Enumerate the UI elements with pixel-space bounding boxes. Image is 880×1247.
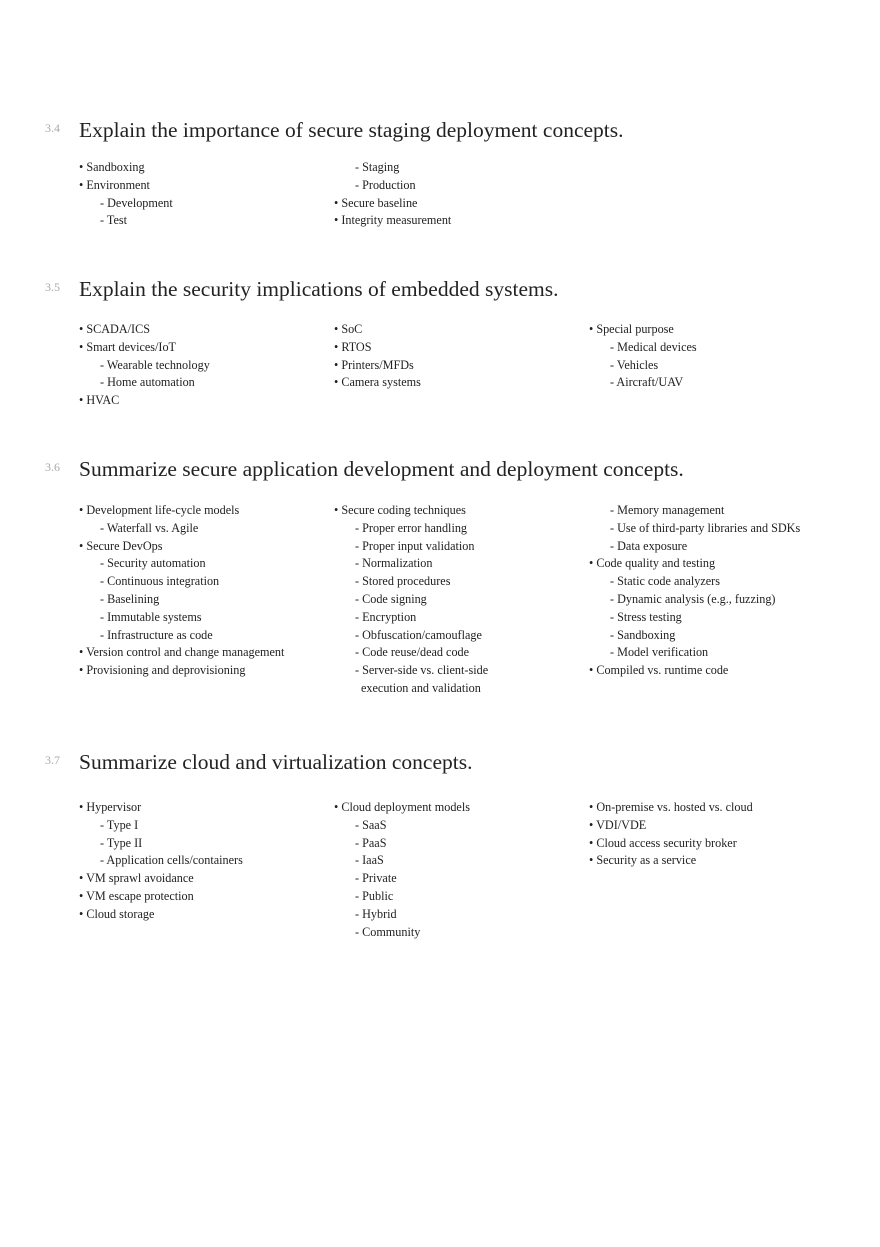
bullet-item: • HVAC xyxy=(79,393,120,408)
section-number: 3.6 xyxy=(45,460,60,474)
section-title: Summarize secure application development and deployment concepts. xyxy=(79,457,684,481)
sub-item: - IaaS xyxy=(355,853,384,868)
sub-item: - Type II xyxy=(100,835,143,850)
sub-item: - Development xyxy=(100,195,173,210)
sub-item: - Code reuse/dead code xyxy=(355,645,470,660)
bullet-item: • VM sprawl avoidance xyxy=(79,871,194,886)
section-title: Summarize cloud and virtualization concepts. xyxy=(79,750,473,774)
column-3 xyxy=(589,799,753,870)
sub-item: - Proper input validation xyxy=(355,538,475,553)
bullet-item: • Compiled vs. runtime code xyxy=(589,663,729,678)
sub-item: - Server-side vs. client-side xyxy=(355,663,489,678)
bullet-item: • SoC xyxy=(334,322,363,336)
bullet-item: • Environment xyxy=(79,177,150,192)
sub-item: - Staging xyxy=(355,160,400,174)
bullet-item: • Cloud storage xyxy=(79,906,155,921)
bullet-item: • Cloud access security broker xyxy=(589,835,737,850)
sub-item: - Test xyxy=(100,213,128,228)
bullet-item: • Security as a service xyxy=(589,853,697,868)
sub-item: - Code signing xyxy=(355,591,427,606)
sub-item: - Use of third-party libraries and SDKs xyxy=(610,520,801,535)
bullet-item: • Special purpose xyxy=(589,322,674,336)
bullet-item: • Code quality and testing xyxy=(589,556,716,571)
sub-item: - Production xyxy=(355,177,416,192)
section-number: 3.4 xyxy=(45,121,60,135)
bullet-item: • VDI/VDE xyxy=(589,817,647,832)
bullet-item: • Printers/MFDs xyxy=(334,357,414,372)
sub-item: - Home automation xyxy=(100,375,195,390)
section-title: Explain the importance of secure staging deployment concepts. xyxy=(79,118,624,142)
bullet-item: • Secure baseline xyxy=(334,195,418,210)
bullet-item: • Camera systems xyxy=(334,375,421,390)
column-2 xyxy=(334,321,421,392)
column-3 xyxy=(589,321,697,392)
sub-item: - Dynamic analysis (e.g., fuzzing) xyxy=(610,591,776,606)
sub-item-continuation: execution and validation xyxy=(361,680,481,695)
sub-item: - Application cells/containers xyxy=(100,853,243,868)
sub-item: - PaaS xyxy=(355,835,387,850)
sub-item: - Immutable systems xyxy=(100,609,202,624)
section-number: 3.5 xyxy=(45,280,60,294)
sub-item: - Stored procedures xyxy=(355,574,451,589)
sub-item: - Medical devices xyxy=(610,339,697,354)
sub-item: - Sandboxing xyxy=(610,627,676,642)
sub-item: - Normalization xyxy=(355,556,433,571)
bullet-item: • Sandboxing xyxy=(79,160,145,174)
bullet-item: • VM escape protection xyxy=(79,888,194,903)
sub-item: - Security automation xyxy=(100,556,206,571)
sub-item: - Baselining xyxy=(100,591,160,606)
sub-item: - Community xyxy=(355,924,421,939)
column-2 xyxy=(334,159,451,230)
sub-item: - Static code analyzers xyxy=(610,574,720,589)
sub-item: - Waterfall vs. Agile xyxy=(100,520,199,535)
sub-item: - Aircraft/UAV xyxy=(610,375,684,390)
bullet-item: • Provisioning and deprovisioning xyxy=(79,663,246,678)
sub-item: - SaaS xyxy=(355,817,387,832)
bullet-item: • Secure DevOps xyxy=(79,538,163,553)
sub-item: - Infrastructure as code xyxy=(100,627,213,642)
bullet-item: • Smart devices/IoT xyxy=(79,339,177,354)
bullet-item: • Secure coding techniques xyxy=(334,503,466,517)
sub-item: - Proper error handling xyxy=(355,520,468,535)
sub-item: - Wearable technology xyxy=(100,357,210,372)
sub-item: - Type I xyxy=(100,817,139,832)
sub-item: - Data exposure xyxy=(610,538,688,553)
sub-item: - Vehicles xyxy=(610,357,659,372)
sub-item: - Obfuscation/camouflage xyxy=(355,627,482,642)
bullet-item: • On-premise vs. hosted vs. cloud xyxy=(589,800,753,814)
column-1 xyxy=(79,321,210,410)
bullet-item: • Cloud deployment models xyxy=(334,800,470,814)
sub-item: - Memory management xyxy=(610,503,725,517)
section-title: Explain the security implications of embedded systems. xyxy=(79,277,559,301)
bullet-item: • RTOS xyxy=(334,339,372,354)
column-2 xyxy=(334,502,488,698)
column-1 xyxy=(79,159,173,230)
column-2 xyxy=(334,799,470,941)
column-3 xyxy=(589,502,800,680)
bullet-item: • SCADA/ICS xyxy=(79,322,150,336)
sub-item: - Public xyxy=(355,888,394,903)
column-1 xyxy=(79,799,243,924)
column-1 xyxy=(79,502,284,680)
bullet-item: • Development life-cycle models xyxy=(79,503,240,517)
bullet-item: • Integrity measurement xyxy=(334,213,452,228)
sub-item: - Continuous integration xyxy=(100,574,220,589)
section-number: 3.7 xyxy=(45,753,60,767)
bullet-item: • Hypervisor xyxy=(79,800,142,814)
sub-item: - Model verification xyxy=(610,645,709,660)
sub-item: - Stress testing xyxy=(610,609,682,624)
bullet-item: • Version control and change management xyxy=(79,645,285,660)
sub-item: - Encryption xyxy=(355,609,417,624)
sub-item: - Private xyxy=(355,871,397,886)
sub-item: - Hybrid xyxy=(355,906,397,921)
